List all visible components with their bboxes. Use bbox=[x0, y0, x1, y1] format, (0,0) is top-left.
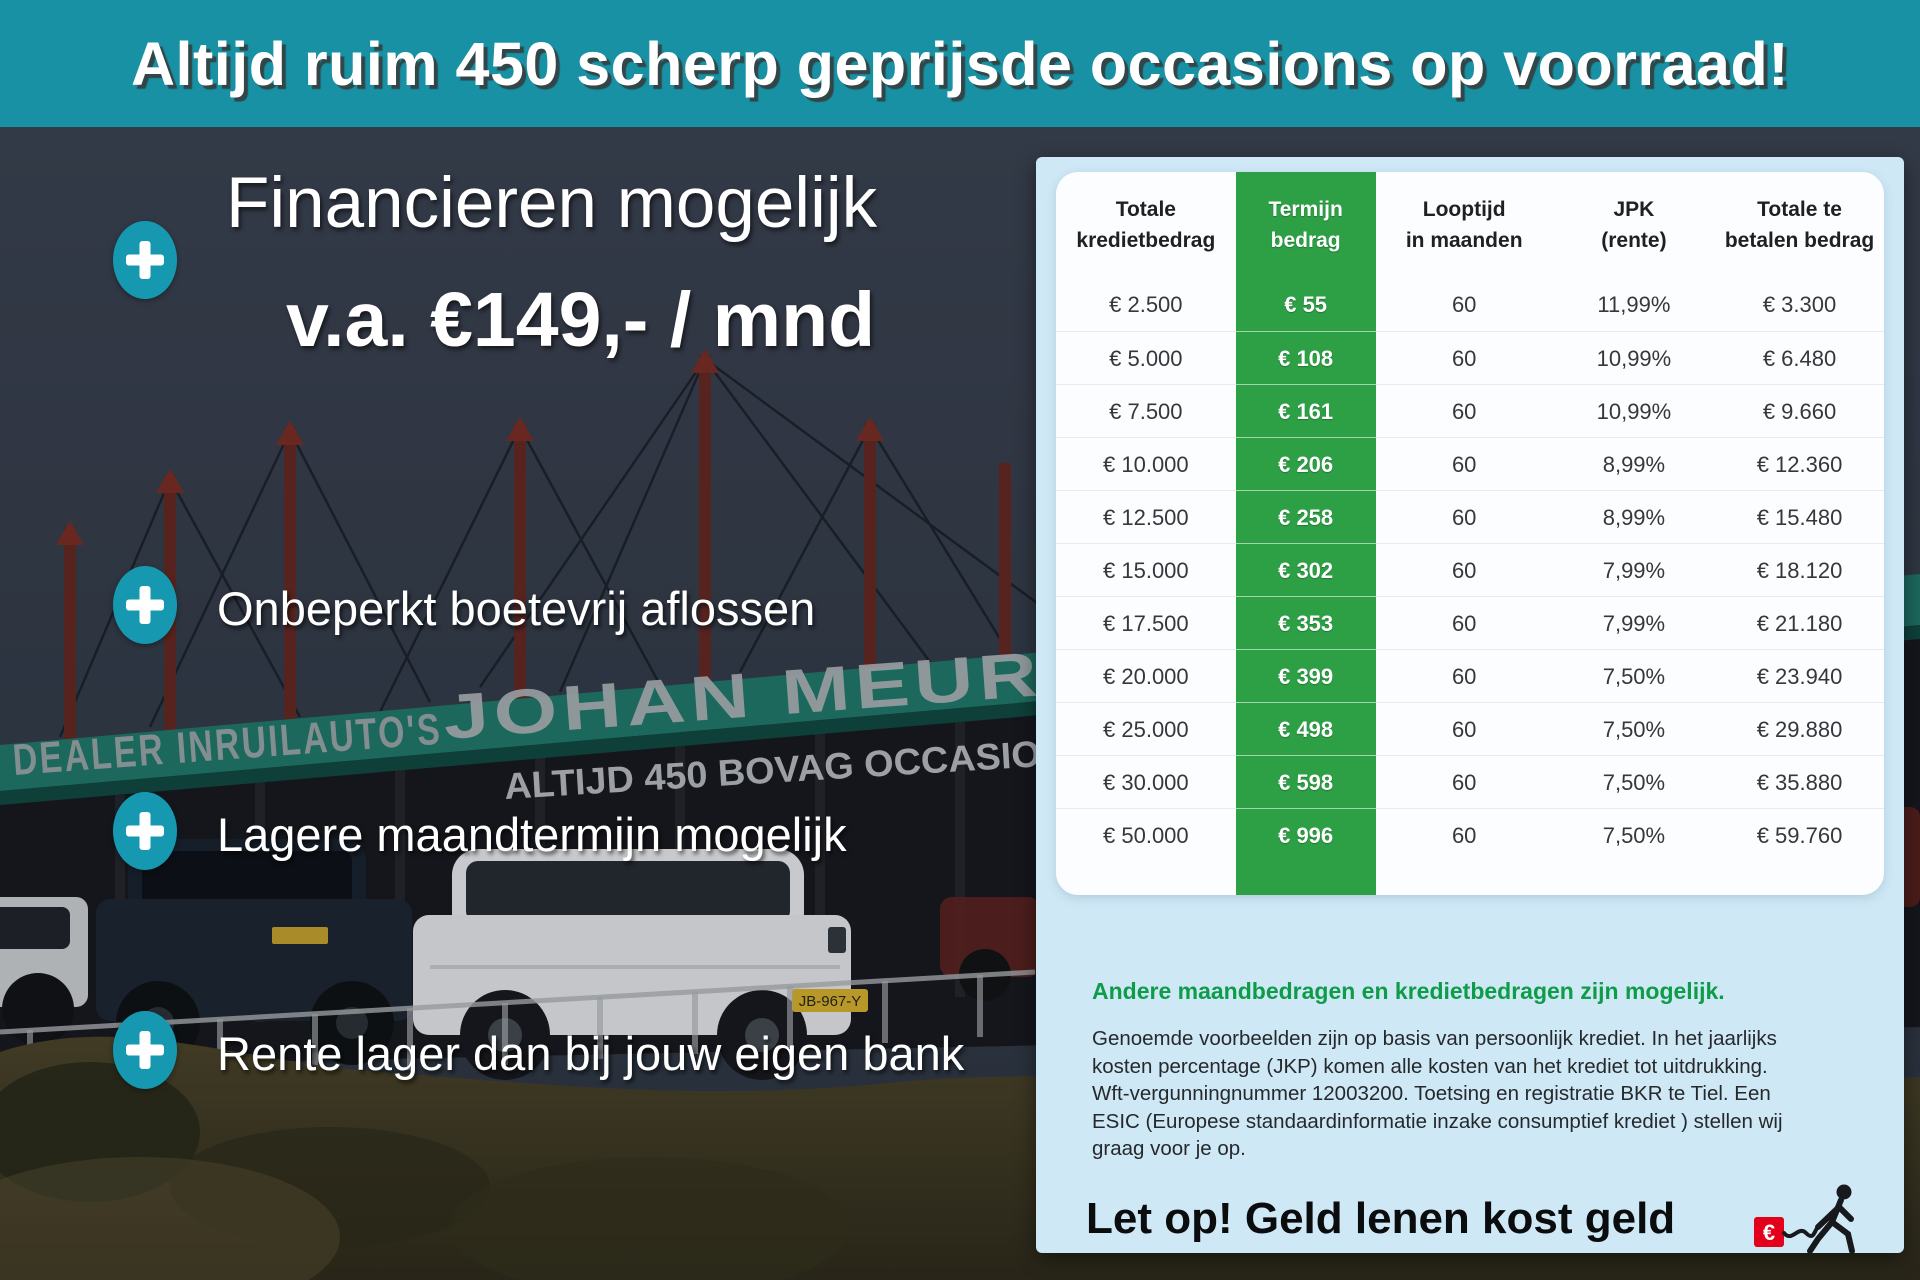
top-banner bbox=[0, 0, 1920, 127]
disclaimer-text bbox=[1092, 1025, 1882, 1163]
banner-text: Altijd ruim 450 scherp geprijsde occasions op voorraad! bbox=[130, 29, 1790, 98]
table-cell: 60 bbox=[1376, 490, 1553, 544]
table-cell: € 15.000 bbox=[1056, 543, 1236, 597]
table-cell: 60 bbox=[1376, 384, 1553, 438]
header-line: Termijn bbox=[1268, 198, 1343, 221]
table-cell: € 6.480 bbox=[1715, 331, 1884, 385]
promo-price: v.a. €149,- / mnd bbox=[286, 277, 876, 363]
geld-lenen-kost-geld-icon bbox=[1752, 1181, 1870, 1257]
table-cell: 7,99% bbox=[1553, 596, 1715, 650]
table-cell: € 29.880 bbox=[1715, 702, 1884, 756]
sign-text-right: JOHAN MEURE bbox=[440, 645, 955, 753]
promo-title: Financieren mogelijk bbox=[226, 164, 878, 243]
table-row bbox=[1056, 649, 1884, 702]
table-cell: € 15.480 bbox=[1715, 490, 1884, 544]
finance-table bbox=[1056, 172, 1884, 895]
disclaimer-line: kosten percentage (JKP) komen alle kosten van het krediet tot uitdrukking. bbox=[1092, 1054, 1768, 1078]
header-line: kredietbedrag bbox=[1076, 229, 1216, 252]
table-cell: € 12.500 bbox=[1056, 490, 1236, 544]
table-cell: 60 bbox=[1376, 702, 1553, 756]
table-row bbox=[1056, 278, 1884, 331]
table-cell: 7,50% bbox=[1553, 808, 1715, 862]
table-cell: € 20.000 bbox=[1056, 649, 1236, 703]
table-cell: 60 bbox=[1376, 649, 1553, 703]
header-line: (rente) bbox=[1601, 229, 1667, 252]
table-cell: 7,50% bbox=[1553, 755, 1715, 809]
disclaimer-line: Genoemde voorbeelden zijn op basis van persoonlijk krediet. In het jaarlijks bbox=[1092, 1027, 1777, 1050]
sign-text-left: DEALER INRUILAUTO'S bbox=[11, 695, 574, 785]
column-header bbox=[1553, 194, 1715, 256]
plus-icon bbox=[113, 221, 177, 299]
footer-highlight: Andere maandbedragen en kredietbedragen zijn mogelijk. bbox=[1092, 978, 1725, 1004]
table-row bbox=[1056, 490, 1884, 543]
disclaimer-line: graag voor je op. bbox=[1092, 1137, 1246, 1160]
table-cell: € 55 bbox=[1284, 291, 1328, 317]
finance-panel bbox=[1036, 157, 1904, 1253]
column-header bbox=[1715, 194, 1884, 256]
license-plate-text: JB-967-Y bbox=[798, 993, 862, 1010]
table-cell: 60 bbox=[1376, 596, 1553, 650]
promo-bullet: Onbeperkt boetevrij aflossen bbox=[217, 582, 816, 635]
table-row bbox=[1056, 331, 1884, 384]
table-body bbox=[1056, 278, 1884, 861]
promo-bullet: Lagere maandtermijn mogelijk bbox=[217, 808, 847, 861]
table-cell: € 17.500 bbox=[1056, 596, 1236, 650]
table-cell: € 258 bbox=[1236, 490, 1376, 544]
walking-figure bbox=[1810, 1185, 1852, 1252]
table-cell: € 353 bbox=[1236, 596, 1376, 650]
table-cell: 7,50% bbox=[1553, 702, 1715, 756]
credit-warning-text: Let op! Geld lenen kost geld bbox=[1086, 1194, 1676, 1243]
header-line: Totale te bbox=[1757, 198, 1842, 221]
table-cell: € 18.120 bbox=[1715, 543, 1884, 597]
table-cell: € 3.300 bbox=[1762, 291, 1837, 317]
table-cell: € 598 bbox=[1236, 755, 1376, 809]
table-cell: € 399 bbox=[1236, 649, 1376, 703]
table-cell: € 50.000 bbox=[1056, 808, 1236, 862]
table-cell: € 5.000 bbox=[1056, 331, 1236, 385]
disclaimer-line: ESIC (Europese standaardinformatie inzake consumptief krediet ) stellen wij bbox=[1092, 1109, 1783, 1133]
table-cell: 60 bbox=[1376, 543, 1553, 597]
table-row bbox=[1056, 437, 1884, 490]
header-line: bedrag bbox=[1270, 229, 1341, 252]
table-cell: 60 bbox=[1376, 755, 1553, 809]
table-cell: € 30.000 bbox=[1056, 755, 1236, 809]
table-cell: € 10.000 bbox=[1056, 437, 1236, 491]
table-cell: 60 bbox=[1451, 291, 1477, 317]
header-line: JPK bbox=[1613, 198, 1655, 221]
table-cell: € 12.360 bbox=[1715, 437, 1884, 491]
table-cell: € 23.940 bbox=[1715, 649, 1884, 703]
table-cell: € 302 bbox=[1236, 543, 1376, 597]
table-cell: € 7.500 bbox=[1056, 384, 1236, 438]
header-line: in maanden bbox=[1405, 229, 1523, 252]
header-line: Looptijd bbox=[1422, 198, 1506, 221]
plus-icon bbox=[113, 1011, 177, 1089]
column-header bbox=[1376, 194, 1553, 256]
plus-icon bbox=[113, 792, 177, 870]
table-row bbox=[1056, 755, 1884, 808]
table-row bbox=[1056, 702, 1884, 755]
table-row bbox=[1056, 808, 1884, 861]
plus-icon bbox=[113, 566, 177, 644]
table-cell: 60 bbox=[1376, 437, 1553, 491]
table-cell: 60 bbox=[1376, 808, 1553, 862]
table-cell: 60 bbox=[1376, 331, 1553, 385]
table-cell: 8,99% bbox=[1553, 490, 1715, 544]
table-cell: 8,99% bbox=[1553, 437, 1715, 491]
table-cell: 7,50% bbox=[1553, 649, 1715, 703]
table-cell: € 9.660 bbox=[1715, 384, 1884, 438]
table-cell: € 206 bbox=[1236, 437, 1376, 491]
promo-bullet: Rente lager dan bij jouw eigen bank bbox=[217, 1027, 965, 1080]
table-cell: € 59.760 bbox=[1715, 808, 1884, 862]
table-row bbox=[1056, 596, 1884, 649]
table-cell: € 2.500 bbox=[1109, 291, 1183, 317]
table-cell: € 996 bbox=[1236, 808, 1376, 862]
table-cell: 10,99% bbox=[1553, 331, 1715, 385]
table-cell: € 35.880 bbox=[1715, 755, 1884, 809]
disclaimer-line: Wft-vergunningnummer 12003200. Toetsing en registratie BKR te Tiel. Een bbox=[1092, 1082, 1771, 1105]
table-cell: € 161 bbox=[1236, 384, 1376, 438]
table-header-row bbox=[1056, 172, 1884, 278]
table-row bbox=[1056, 543, 1884, 596]
column-header bbox=[1236, 194, 1376, 256]
euro-symbol: € bbox=[1762, 1220, 1776, 1245]
column-header bbox=[1056, 194, 1236, 256]
table-cell: € 498 bbox=[1236, 702, 1376, 756]
credit-warning bbox=[1086, 1179, 1870, 1259]
table-cell: € 25.000 bbox=[1056, 702, 1236, 756]
table-cell: 10,99% bbox=[1553, 384, 1715, 438]
header-line: Totale bbox=[1115, 198, 1176, 221]
header-line: betalen bedrag bbox=[1724, 229, 1875, 252]
table-cell: € 21.180 bbox=[1715, 596, 1884, 650]
table-cell: € 108 bbox=[1236, 331, 1376, 385]
table-cell: 7,99% bbox=[1553, 543, 1715, 597]
table-row bbox=[1056, 384, 1884, 437]
table-cell: 11,99% bbox=[1597, 291, 1671, 317]
sign-text-sub: ALTIJD 450 BOVAG OCCASIONS bbox=[502, 730, 1081, 807]
